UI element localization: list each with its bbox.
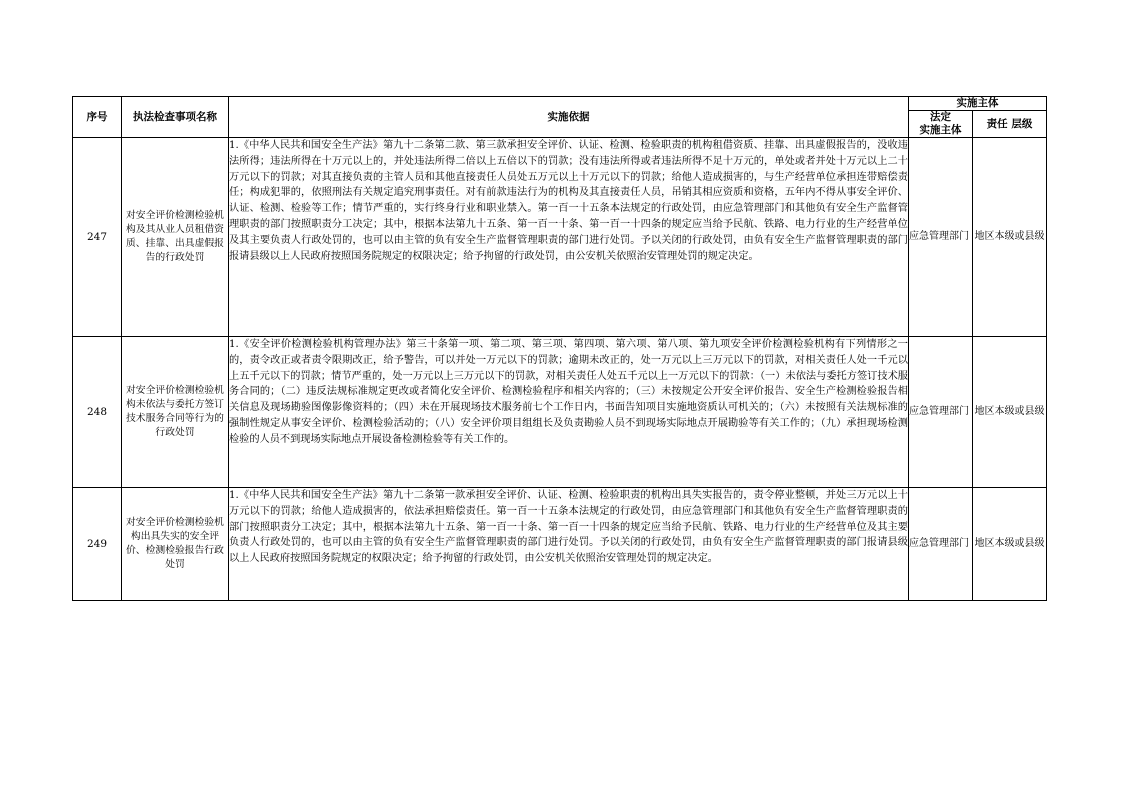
row-seq: 247 — [73, 138, 122, 337]
enforcement-table — [72, 96, 1047, 601]
header-basis: 实施依据 — [229, 97, 909, 138]
row-responsibility-level: 地区本级或县级 — [973, 138, 1047, 337]
table-row — [73, 138, 1047, 337]
row-legal-subject: 应急管理部门 — [909, 337, 973, 488]
row-basis: 1.《中华人民共和国安全生产法》第九十二条第二款、第三款承担安全评价、认证、检测、检验职责的机构租借资质、挂靠、出具虚假报告的，没收违法所得；违法所得在十万元以上的，并处违法所得二倍以上五倍以下的罚款；没有违法所得或者违法所得不足十万元的，单处或者并处十万元以上二十万元以下的罚款；对其直接负责的主管人员和其他直接责任人员处五万元以上十万元以下的罚款；给他人造成损害的，与生产经营单位承担连带赔偿责任；构成犯罪的，依照刑法有关规定追究刑事责任。对有前款违法行为的机构及其直接责任人员，吊销其相应资质和资格，五年内不得从事安全评价、认证、检测、检验等工作；情节严重的，实行终身行业和职业禁入。第一百一十五条本法规定的行政处罚，由应急管理部门和其他负有安全生产监督管理职责的部门按照职责分工决定；其中，根据本法第九十五条、第一百一十条、第一百一十四条的规定应当给予民航、铁路、电力行业的生产经营单位及其主要负责人行政处罚的，也可以由主管的负有安全生产监督管理职责的部门进行处罚。予以关闭的行政处罚，由负有安全生产监督管理职责的部门报请县级以上人民政府按照国务院规定的权限决定；给予拘留的行政处罚，由公安机关依照治安管理处罚的规定决定。 — [229, 138, 909, 337]
row-item-name: 对安全评价检测检验机构及其从业人员租借资质、挂靠、出具虚假报告的行政处罚 — [122, 138, 229, 337]
row-item-name: 对安全评价检测检验机构未依法与委托方签订技术服务合同等行为的行政处罚 — [122, 337, 229, 488]
row-basis: 1.《安全评价检测检验机构管理办法》第三十条第一项、第二项、第三项、第四项、第六项、第八项、第九项安全评价检测检验机构有下列情形之一的，责令改正或者责令限期改正，给予警告，可以并处一万元以下的罚款；逾期未改正的，处一万元以上三万元以下的罚款，对相关责任人处一千元以上五千元以下的罚款；情节严重的，处一万元以上三万元以下的罚款，对相关责任人处五千元以上一万元以下的罚款：（一）未依法与委托方签订技术服务合同的；（二）违反法规标准规定更改或者简化安全评价、检测检验程序和相关内容的；（三）未按规定公开安全评价报告、安全生产检测检验报告相关信息及现场勘验图像影像资料的；（四）未在开展现场技术服务前七个工作日内，书面告知项目实施地资质认可机关的；（六）未按照有关法规标准的强制性规定从事安全评价、检测检验活动的；（八）安全评价项目组组长及负责勘验人员不到现场实际地点开展勘验等有关工作的；（九）承担现场检测检验的人员不到现场实际地点开展设备检测检验等有关工作的。 — [229, 337, 909, 488]
row-responsibility-level: 地区本级或县级 — [973, 337, 1047, 488]
table-row — [73, 337, 1047, 488]
row-seq: 248 — [73, 337, 122, 488]
header-seq: 序号 — [73, 97, 122, 138]
row-item-name: 对安全评价检测检验机构出具失实的安全评价、检测检验报告行政处罚 — [122, 488, 229, 601]
row-responsibility-level: 地区本级或县级 — [973, 488, 1047, 601]
row-seq: 249 — [73, 488, 122, 601]
table-row — [73, 488, 1047, 601]
header-item-name: 执法检查事项名称 — [122, 97, 229, 138]
row-legal-subject: 应急管理部门 — [909, 488, 973, 601]
row-legal-subject: 应急管理部门 — [909, 138, 973, 337]
row-basis: 1.《中华人民共和国安全生产法》第九十二条第一款承担安全评价、认证、检测、检验职责的机构出具失实报告的，责令停业整顿，并处三万元以上十万元以下的罚款；给他人造成损害的，依法承担赔偿责任。第一百一十五条本法规定的行政处罚，由应急管理部门和其他负有安全生产监督管理职责的部门按照职责分工决定；其中，根据本法第九十五条、第一百一十条、第一百一十四条的规定应当给予民航、铁路、电力行业的生产经营单位及其主要负责人行政处罚的，也可以由主管的负有安全生产监督管理职责的部门进行处罚。予以关闭的行政处罚，由负有安全生产监督管理职责的部门报请县级以上人民政府按照国务院规定的权限决定；给予拘留的行政处罚，由公安机关依照治安管理处罚的规定决定。 — [229, 488, 909, 601]
header-responsibility-level: 责任 层级 — [973, 111, 1047, 138]
header-subject-group: 实施主体 — [909, 97, 1047, 111]
header-legal-subject: 法定 实施主体 — [909, 111, 973, 138]
